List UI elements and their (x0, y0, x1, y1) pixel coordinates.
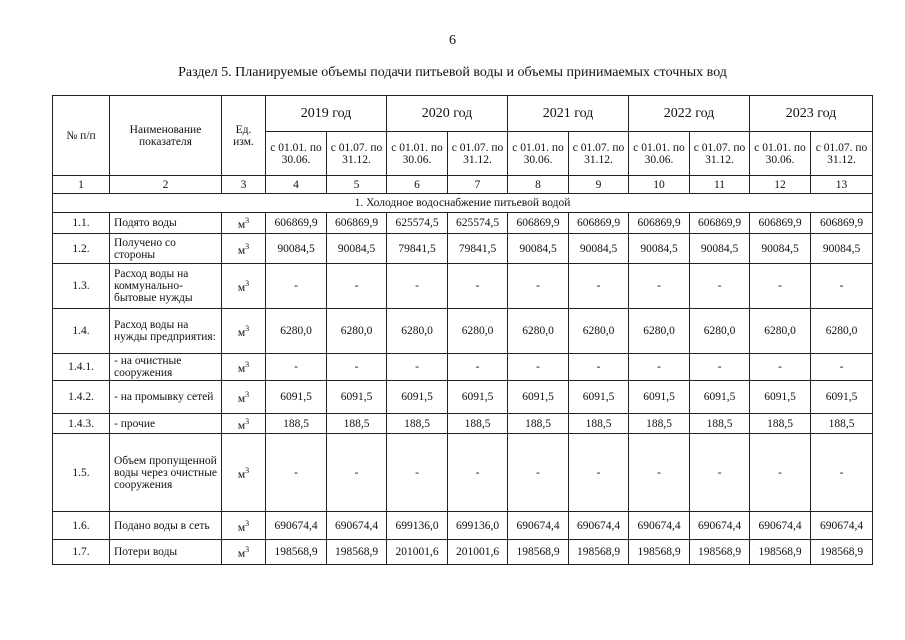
column-number: 13 (811, 176, 873, 194)
value-cell: 6091,5 (750, 381, 811, 414)
row-unit (222, 354, 266, 381)
column-number: 7 (448, 176, 508, 194)
value-cell: 188,5 (629, 414, 690, 434)
row-indicator-name: Расход воды на коммунально-бытовые нужды (110, 264, 222, 309)
table-row (53, 381, 873, 414)
unit-exponent: 3 (245, 416, 250, 426)
value-cell: 188,5 (750, 414, 811, 434)
table-row (53, 512, 873, 540)
value-cell: - (750, 434, 811, 512)
value-cell: 606869,9 (327, 213, 387, 234)
unit-exponent: 3 (245, 216, 250, 226)
row-indicator-name: Расход воды на нужды предприятия: (110, 309, 222, 354)
unit-exponent: 3 (245, 360, 250, 370)
row-number: 1.3. (53, 264, 110, 309)
table-body (53, 96, 873, 565)
value-cell: - (508, 354, 569, 381)
unit-exponent: 3 (245, 279, 250, 289)
table-row (53, 540, 873, 565)
value-cell: 6280,0 (448, 309, 508, 354)
value-cell: 90084,5 (569, 234, 629, 264)
page-number: 6 (449, 33, 456, 48)
table-row (53, 213, 873, 234)
value-cell: - (811, 264, 873, 309)
table-row (53, 354, 873, 381)
value-cell: 79841,5 (387, 234, 448, 264)
value-cell: 606869,9 (266, 213, 327, 234)
value-cell: - (266, 434, 327, 512)
value-cell: 198568,9 (811, 540, 873, 565)
header-period: с 01.07. по 31.12. (448, 132, 508, 176)
value-cell: 188,5 (508, 414, 569, 434)
row-indicator-name: - на промывку сетей (110, 381, 222, 414)
value-cell: 606869,9 (569, 213, 629, 234)
header-year: 2022 год (629, 96, 750, 132)
column-number: 6 (387, 176, 448, 194)
value-cell: 606869,9 (811, 213, 873, 234)
value-cell: 6091,5 (266, 381, 327, 414)
value-cell: 690674,4 (327, 512, 387, 540)
unit-exponent: 3 (245, 465, 250, 475)
unit-exponent: 3 (245, 545, 250, 555)
unit-exponent: 3 (245, 241, 250, 251)
header-year: 2021 год (508, 96, 629, 132)
row-indicator-name: - на очистные сооружения (110, 354, 222, 381)
value-cell: - (690, 434, 750, 512)
unit-base: м (237, 281, 246, 294)
value-cell: - (569, 354, 629, 381)
column-number: 5 (327, 176, 387, 194)
unit-base: м (237, 218, 246, 231)
row-unit (222, 213, 266, 234)
value-cell: 625574,5 (448, 213, 508, 234)
row-unit (222, 414, 266, 434)
value-cell: 79841,5 (448, 234, 508, 264)
header-name: Наименование показателя (110, 96, 222, 176)
column-number: 11 (690, 176, 750, 194)
value-cell: 606869,9 (629, 213, 690, 234)
value-cell: - (448, 264, 508, 309)
value-cell: 6091,5 (811, 381, 873, 414)
value-cell: - (327, 434, 387, 512)
value-cell: - (750, 264, 811, 309)
value-cell: - (266, 264, 327, 309)
column-number: 12 (750, 176, 811, 194)
row-unit (222, 512, 266, 540)
unit-base: м (237, 547, 246, 560)
value-cell: - (387, 264, 448, 309)
value-cell: - (811, 434, 873, 512)
value-cell: - (448, 434, 508, 512)
row-number: 1.6. (53, 512, 110, 540)
row-unit (222, 540, 266, 565)
row-number: 1.7. (53, 540, 110, 565)
document-title: Раздел 5. Планируемые объемы подачи питьевой воды и объемы принимаемых сточных вод (178, 65, 727, 80)
value-cell: 6280,0 (266, 309, 327, 354)
value-cell: 6280,0 (569, 309, 629, 354)
value-cell: 201001,6 (448, 540, 508, 565)
value-cell: 6091,5 (327, 381, 387, 414)
value-cell: - (690, 264, 750, 309)
value-cell: - (266, 354, 327, 381)
row-indicator-name: Потери воды (110, 540, 222, 565)
value-cell: 606869,9 (690, 213, 750, 234)
value-cell: - (569, 264, 629, 309)
header-period: с 01.07. по 31.12. (569, 132, 629, 176)
value-cell: 198568,9 (750, 540, 811, 565)
value-cell: 6280,0 (811, 309, 873, 354)
value-cell: - (448, 354, 508, 381)
value-cell: 6280,0 (508, 309, 569, 354)
header-number: № п/п (53, 96, 110, 176)
value-cell: 198568,9 (508, 540, 569, 565)
row-number: 1.4.1. (53, 354, 110, 381)
value-cell: 188,5 (327, 414, 387, 434)
value-cell: 188,5 (387, 414, 448, 434)
column-number: 1 (53, 176, 110, 194)
value-cell: 6091,5 (508, 381, 569, 414)
section-row (53, 194, 873, 213)
value-cell: 6091,5 (448, 381, 508, 414)
header-period: с 01.07. по 31.12. (690, 132, 750, 176)
value-cell: 198568,9 (266, 540, 327, 565)
column-number: 4 (266, 176, 327, 194)
row-indicator-name: Получено со стороны (110, 234, 222, 264)
value-cell: - (327, 264, 387, 309)
value-cell: - (387, 434, 448, 512)
value-cell: 6091,5 (387, 381, 448, 414)
row-unit (222, 434, 266, 512)
unit-base: м (237, 521, 246, 534)
value-cell: 201001,6 (387, 540, 448, 565)
value-cell: 188,5 (448, 414, 508, 434)
table-row (53, 309, 873, 354)
row-number: 1.1. (53, 213, 110, 234)
value-cell: 690674,4 (811, 512, 873, 540)
unit-base: м (237, 419, 246, 432)
header-year: 2020 год (387, 96, 508, 132)
value-cell: - (387, 354, 448, 381)
value-cell: 6280,0 (750, 309, 811, 354)
value-cell: 6091,5 (629, 381, 690, 414)
value-cell: - (508, 264, 569, 309)
value-cell: 90084,5 (690, 234, 750, 264)
row-number: 1.4.3. (53, 414, 110, 434)
column-number: 8 (508, 176, 569, 194)
row-unit (222, 264, 266, 309)
header-row-years (53, 96, 873, 132)
value-cell: 188,5 (811, 414, 873, 434)
value-cell: 690674,4 (629, 512, 690, 540)
value-cell: 690674,4 (750, 512, 811, 540)
value-cell: 606869,9 (508, 213, 569, 234)
value-cell: 6280,0 (387, 309, 448, 354)
value-cell: - (629, 434, 690, 512)
row-unit (222, 234, 266, 264)
value-cell: 6280,0 (327, 309, 387, 354)
unit-base: м (237, 362, 246, 375)
value-cell: - (811, 354, 873, 381)
unit-base: м (237, 468, 246, 481)
header-period: с 01.07. по 31.12. (327, 132, 387, 176)
value-cell: 699136,0 (387, 512, 448, 540)
header-period: с 01.01. по 30.06. (508, 132, 569, 176)
unit-exponent: 3 (245, 390, 250, 400)
column-number: 3 (222, 176, 266, 194)
value-cell: 198568,9 (690, 540, 750, 565)
value-cell: 90084,5 (508, 234, 569, 264)
value-cell: 90084,5 (629, 234, 690, 264)
value-cell: 606869,9 (750, 213, 811, 234)
value-cell: 198568,9 (569, 540, 629, 565)
row-indicator-name: - прочие (110, 414, 222, 434)
value-cell: - (569, 434, 629, 512)
unit-exponent: 3 (245, 324, 250, 334)
value-cell: 188,5 (266, 414, 327, 434)
value-cell: 198568,9 (629, 540, 690, 565)
unit-base: м (237, 326, 246, 339)
row-unit (222, 381, 266, 414)
header-unit: Ед. изм. (222, 96, 266, 176)
value-cell: - (508, 434, 569, 512)
value-cell: 690674,4 (690, 512, 750, 540)
column-number: 10 (629, 176, 690, 194)
value-cell: 690674,4 (569, 512, 629, 540)
table-row (53, 264, 873, 309)
value-cell: 90084,5 (750, 234, 811, 264)
value-cell: - (690, 354, 750, 381)
header-period: с 01.01. по 30.06. (387, 132, 448, 176)
row-number: 1.5. (53, 434, 110, 512)
table-row (53, 234, 873, 264)
value-cell: 6280,0 (629, 309, 690, 354)
value-cell: 188,5 (690, 414, 750, 434)
table-row (53, 434, 873, 512)
value-cell: 6091,5 (690, 381, 750, 414)
unit-base: м (237, 392, 246, 405)
value-cell: - (327, 354, 387, 381)
column-number: 2 (110, 176, 222, 194)
table-row (53, 414, 873, 434)
unit-exponent: 3 (245, 518, 250, 528)
header-row-column-numbers (53, 176, 873, 194)
header-period: с 01.01. по 30.06. (750, 132, 811, 176)
header-year: 2019 год (266, 96, 387, 132)
value-cell: 90084,5 (327, 234, 387, 264)
value-cell: - (629, 354, 690, 381)
header-year: 2023 год (750, 96, 873, 132)
value-cell: 198568,9 (327, 540, 387, 565)
value-cell: - (629, 264, 690, 309)
value-cell: - (750, 354, 811, 381)
value-cell: 625574,5 (387, 213, 448, 234)
value-cell: 90084,5 (811, 234, 873, 264)
value-cell: 699136,0 (448, 512, 508, 540)
value-cell: 90084,5 (266, 234, 327, 264)
value-cell: 690674,4 (266, 512, 327, 540)
row-number: 1.4.2. (53, 381, 110, 414)
row-number: 1.4. (53, 309, 110, 354)
column-number: 9 (569, 176, 629, 194)
header-period: с 01.01. по 30.06. (266, 132, 327, 176)
section-title: 1. Холодное водоснабжение питьевой водой (53, 194, 873, 213)
value-cell: 6280,0 (690, 309, 750, 354)
row-number: 1.2. (53, 234, 110, 264)
unit-base: м (237, 244, 246, 257)
value-cell: 690674,4 (508, 512, 569, 540)
header-period: с 01.07. по 31.12. (811, 132, 873, 176)
row-unit (222, 309, 266, 354)
row-indicator-name: Подято воды (110, 213, 222, 234)
value-cell: 6091,5 (569, 381, 629, 414)
plan-table (52, 95, 873, 565)
row-indicator-name: Объем пропущенной воды через очистные сооружения (110, 434, 222, 512)
row-indicator-name: Подано воды в сеть (110, 512, 222, 540)
header-period: с 01.01. по 30.06. (629, 132, 690, 176)
value-cell: 188,5 (569, 414, 629, 434)
